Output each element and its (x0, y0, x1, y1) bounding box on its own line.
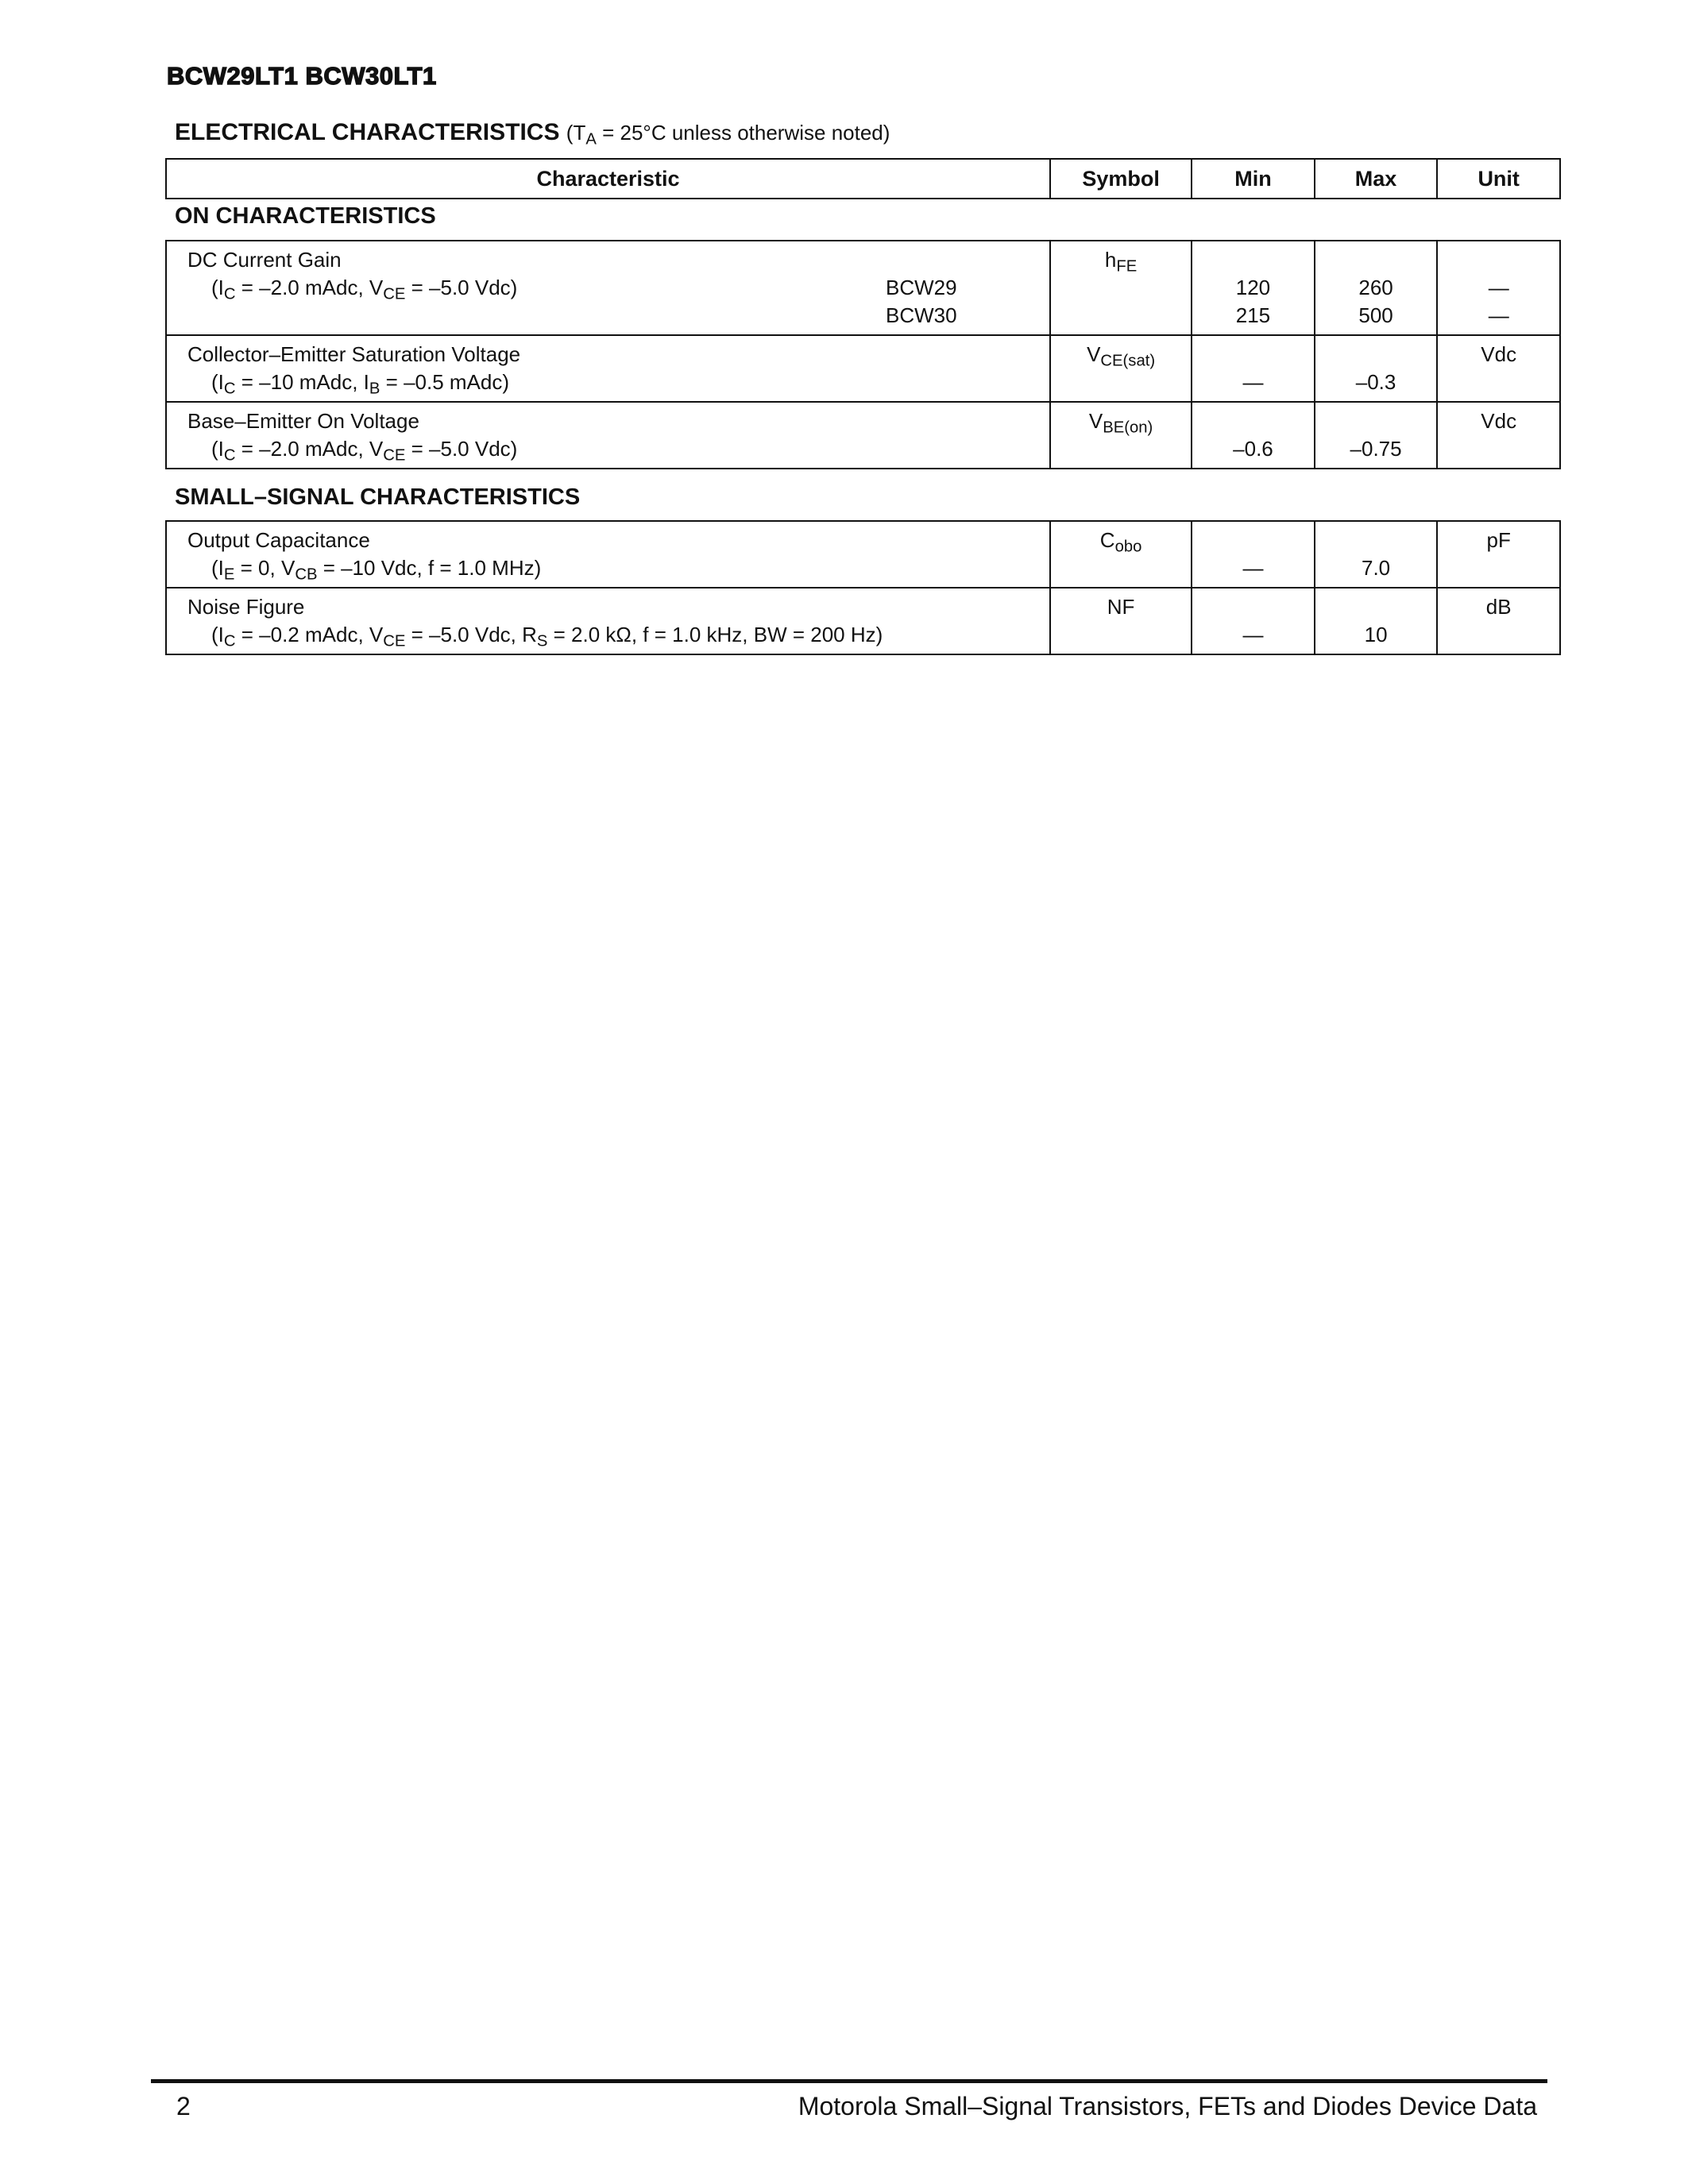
header-max: Max (1315, 159, 1438, 199)
cobo-characteristic: Output Capacitance ($I_E = 0$, $V_{CB} = -10$ Vdc, f = 1.0 MHz) (166, 521, 1050, 588)
on-characteristics-label: ON CHARACTERISTICS (175, 203, 436, 229)
table-row (166, 335, 1560, 402)
cobo-max: 7.0 (1315, 521, 1438, 588)
header-symbol: Symbol (1050, 159, 1192, 199)
cobo-unit: pF (1437, 521, 1560, 588)
footer-publication: Motorola Small–Signal Transistors, FETs and Diodes Device Data (798, 2092, 1537, 2120)
vce-sat-symbol: $V_{CE(sat)}$ (1050, 335, 1192, 402)
section-condition: ($T_A = 25^\circ C$ unless otherwise noted) (566, 121, 890, 149)
dc-gain-max: 260 500 (1315, 241, 1438, 335)
header-characteristic: Characteristic (166, 159, 1050, 199)
variant-bcw29: BCW29 (886, 276, 957, 299)
on-characteristics-table (165, 240, 1561, 469)
vce-sat-unit: Vdc (1437, 335, 1560, 402)
small-signal-table (165, 520, 1561, 655)
vce-sat-min: — (1192, 335, 1315, 402)
part-numbers-title: BCW29LT1 BCW30LT1 (167, 62, 437, 90)
vbe-on-max: –0.75 (1315, 402, 1438, 469)
page-number: 2 (176, 2092, 191, 2120)
header-min: Min (1192, 159, 1315, 199)
footer-rule (151, 2079, 1547, 2083)
small-signal-label: SMALL–SIGNAL CHARACTERISTICS (175, 484, 581, 510)
variant-bcw30: BCW30 (886, 303, 957, 327)
vce-sat-characteristic: Collector–Emitter Saturation Voltage ($I_C = -10$ mAdc, $I_B = -0.5$ mAdc) (166, 335, 1050, 402)
dc-gain-symbol: $h_{FE}$ (1050, 241, 1192, 335)
noise-figure-unit: dB (1437, 588, 1560, 654)
vbe-on-characteristic: Base–Emitter On Voltage ($I_C = -2.0$ mAdc, $V_{CE} = -5.0$ Vdc) (166, 402, 1050, 469)
vbe-on-symbol: $V_{BE(on)}$ (1050, 402, 1192, 469)
noise-figure-max: 10 (1315, 588, 1438, 654)
table-row (166, 588, 1560, 654)
noise-figure-symbol: NF (1050, 588, 1192, 654)
vbe-on-unit: Vdc (1437, 402, 1560, 469)
cobo-min: — (1192, 521, 1315, 588)
dc-gain-unit: — — (1437, 241, 1560, 335)
dc-gain-characteristic: DC Current Gain ($I_C = -2.0$ mAdc, $V_{CE} = -5.0$ Vdc) BCW29 BCW30 (166, 241, 1050, 335)
header-unit: Unit (1437, 159, 1560, 199)
section-title (175, 119, 890, 149)
cobo-symbol: $C_{obo}$ (1050, 521, 1192, 588)
vbe-on-min: –0.6 (1192, 402, 1315, 469)
vce-sat-max: –0.3 (1315, 335, 1438, 402)
noise-figure-min: — (1192, 588, 1315, 654)
section-title-text: ELECTRICAL CHARACTERISTICS (175, 119, 560, 145)
table-header (165, 158, 1561, 199)
table-row (166, 241, 1560, 335)
noise-figure-characteristic: Noise Figure ($I_C = -0.2$ mAdc, $V_{CE} = -5.0$ Vdc, $R_S = 2.0$ kΩ, f = 1.0 kHz, BW = 200 Hz) (166, 588, 1050, 654)
table-row (166, 521, 1560, 588)
dc-gain-min: 120 215 (1192, 241, 1315, 335)
table-row (166, 402, 1560, 469)
